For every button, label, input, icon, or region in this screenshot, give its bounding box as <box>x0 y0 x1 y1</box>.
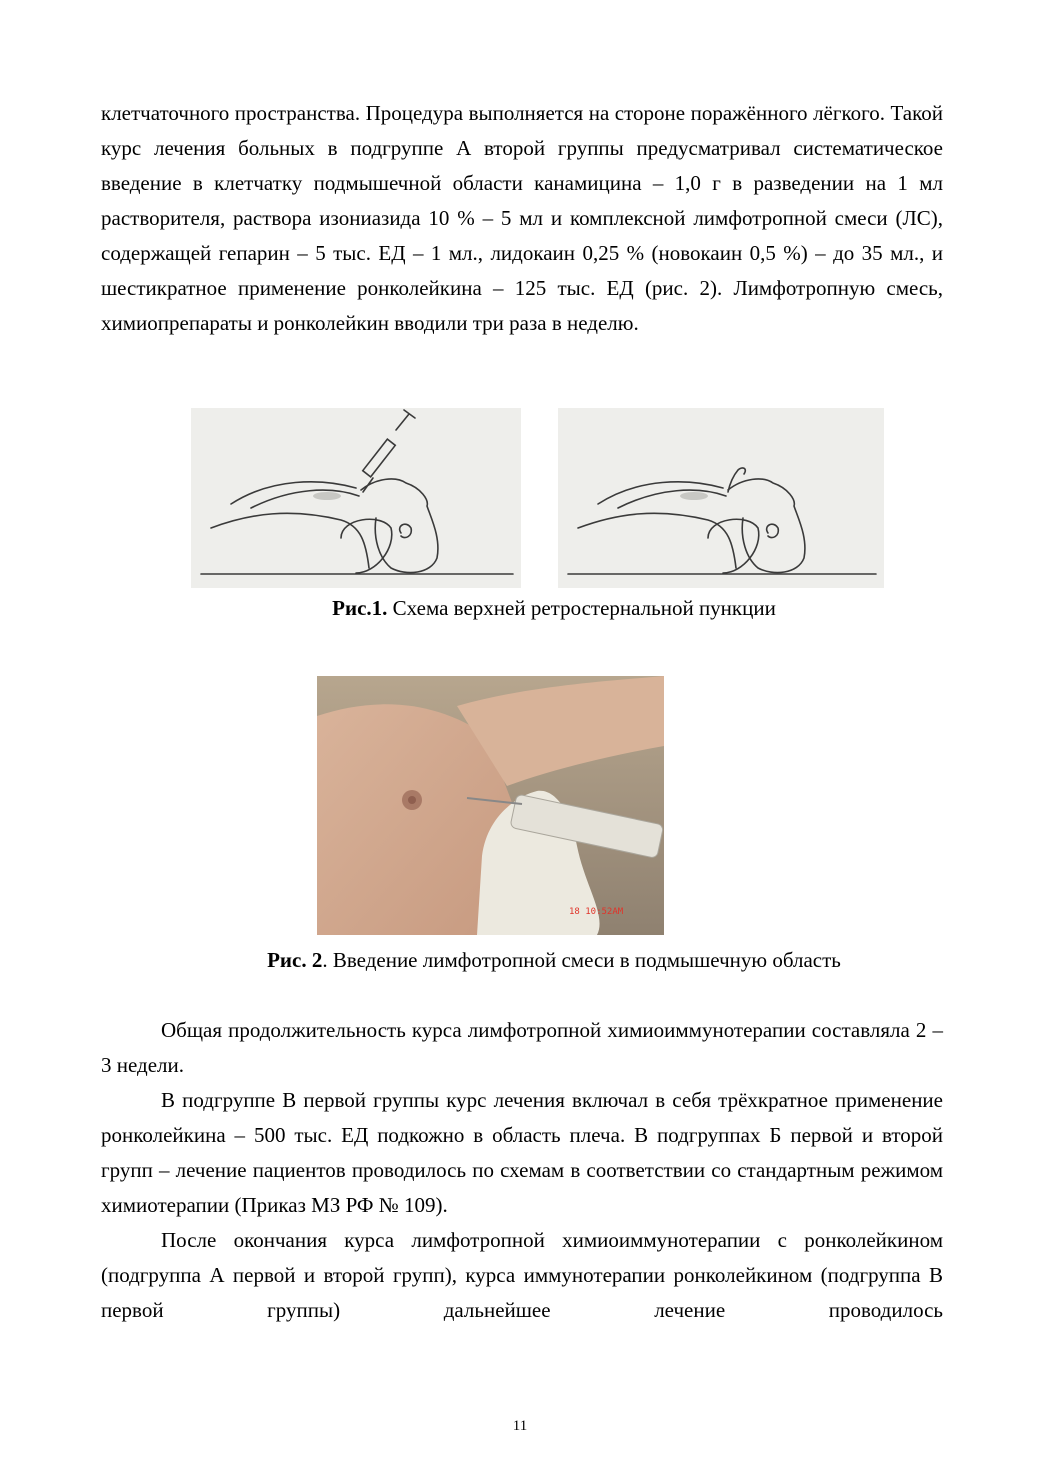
figure-1-caption <box>34 594 1040 622</box>
figure-1-caption-text: Схема верхней ретростернальной пункции <box>387 596 776 620</box>
figure-1-left-illustration <box>191 408 521 588</box>
paragraph-2: Общая продолжительность курса лимфотропной химиоиммунотерапии составляла 2 – 3 недели. <box>101 1018 943 1077</box>
paragraph-3: В подгруппе В первой группы курс лечения включал в себя трёхкратное применение ронколейкина – 500 тыс. ЕД подкожно в область плеча. В подгруппах Б первой и второй групп – лечение пациентов проводилось по схемам в соответствии со стандартным режимом химиотерапии (Приказ МЗ РФ № 109). <box>101 1088 943 1217</box>
body-text-lower <box>101 1013 943 1328</box>
figure-2-caption <box>34 946 1040 974</box>
paragraph-4: После окончания курса лимфотропной химиоиммунотерапии с ронколейкином (подгруппа А первой и второй групп), курса иммунотерапии ронколейкином (подгруппа В первой группы) дальнейшее лечение проводилось <box>101 1228 943 1322</box>
paragraph-1-text: клетчаточного пространства. Процедура выполняется на стороне поражённого лёгкого. Такой курс лечения больных в подгруппе А второй группы предусматривал систематическое введение в клетчатку подмышечной области канамицина – 1,0 г в разведении на 1 мл растворителя, раствора изониазида 10 % – 5 мл и комплексной лимфотропной смеси (ЛС), содержащей гепарин – 5 тыс. ЕД – 1 мл., лидокаин 0,25 % (новокаин 0,5 %) – до 35 мл., и шестикратное применение ронколейкина – 125 тыс. ЕД (рис. 2). Лимфотропную смесь, химиопрепараты и ронколейкин вводили три раза в неделю. <box>101 101 943 335</box>
figure-2-photo <box>317 676 664 935</box>
figure-2-caption-text: . Введение лимфотропной смеси в подмышечную область <box>322 948 841 972</box>
photo-timestamp: 18 10:52AM <box>569 907 624 917</box>
figure-1-right-illustration <box>558 408 884 588</box>
page-number: 11 <box>512 1418 528 1434</box>
figure-2-label: Рис. 2 <box>267 948 323 972</box>
paragraph-1 <box>101 96 943 341</box>
figure-1-label: Рис.1. <box>332 596 388 620</box>
